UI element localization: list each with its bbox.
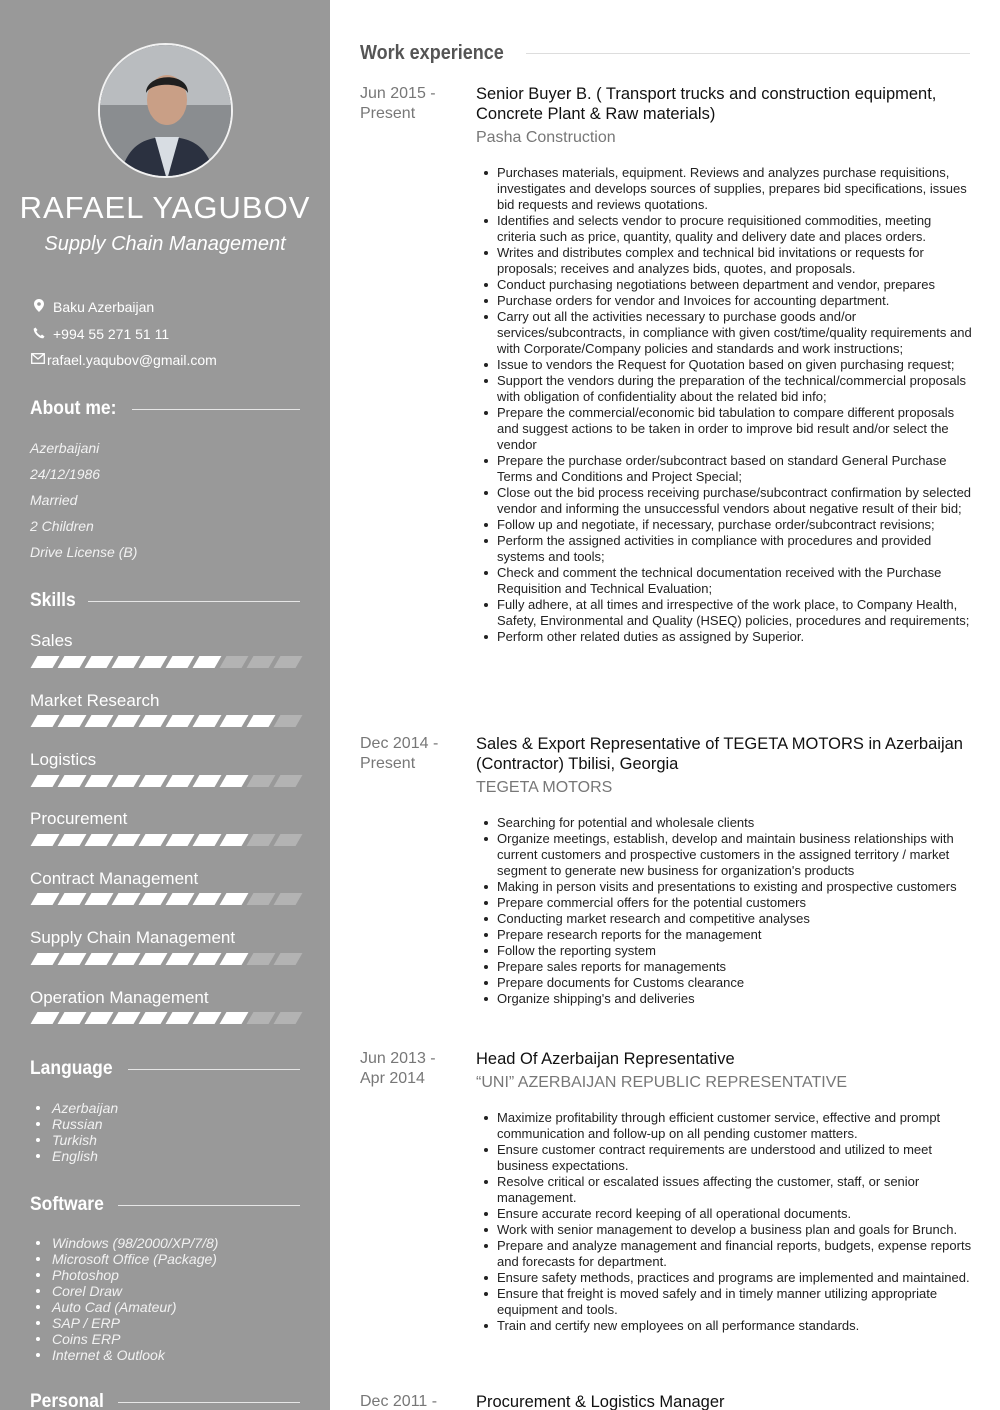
software-item: Windows (98/2000/XP/7/8) (52, 1235, 219, 1251)
job-date-end: Apr 2014 (360, 1070, 425, 1087)
skill-segment (112, 893, 141, 905)
skill-segment (31, 656, 60, 668)
software-heading: Software (30, 1194, 300, 1216)
language-item: Turkish (52, 1132, 118, 1148)
duty-item: Prepare sales reports for managements (497, 959, 972, 975)
software-item: SAP / ERP (52, 1315, 218, 1331)
skill-segment (31, 775, 60, 787)
skill-segment (85, 715, 114, 727)
contact-email (30, 352, 217, 368)
skill-segment (58, 715, 87, 727)
skill-segment (58, 656, 87, 668)
job-date-start: Jun 2015 - (360, 85, 436, 102)
skill-bar (30, 834, 300, 846)
duty-item: Carry out all the activities necessary to purchase goods and/or services/subcontracts, in compliance with given cost/time/quality requirements and with Corporate/Company policies and standards and work instructions; (497, 309, 972, 356)
about-children: 2 Children (30, 518, 94, 534)
software-item: Corel Draw (52, 1283, 218, 1299)
skill-segment (220, 893, 249, 905)
skill-segment (247, 953, 276, 965)
duty-item: Support the vendors during the preparation of the technical/commercial proposals with obligation of confidentiality about the related bid info; (497, 373, 972, 405)
skill-name: Market Research (30, 691, 160, 710)
location-text: Baku Azerbaijan (53, 299, 155, 315)
duty-item: Resolve critical or escalated issues affecting the customer, staff, or senior management. (497, 1174, 972, 1206)
duty-item: Prepare and analyze management and financial reports, budgets, expense reports and forecasts for department. (497, 1238, 972, 1269)
email-text[interactable]: rafael.yaqubov@gmail.com (47, 352, 217, 368)
skill-segment (220, 715, 249, 727)
skill-segment (58, 775, 87, 787)
skill-segment (274, 715, 303, 727)
job-date-start: Jun 2013 - (360, 1050, 436, 1067)
skill-segment (85, 1012, 114, 1024)
skill-segment (247, 834, 276, 846)
software-list (52, 1235, 218, 1363)
avatar (98, 43, 233, 178)
duty-item: Fully adhere, at all times and irrespective of the work place, to Company Health, Safety, Environmental and Quality (HSEQ) policies, procedures and requirements; (497, 597, 972, 629)
job-date-start: Dec 2014 - (360, 735, 439, 752)
skill-segment (139, 834, 168, 846)
skill-segment (139, 1012, 168, 1024)
candidate-title: Supply Chain Management (44, 233, 286, 255)
job-date (360, 1049, 470, 1089)
skill-segment (112, 834, 141, 846)
skill-segment (112, 953, 141, 965)
duty-item: Prepare the purchase order/subcontract based on standard General Purchase Terms and Conditions and Project Special; (497, 453, 972, 485)
duty-item: Issue to vendors the Request for Quotation based on given purchasing request; (497, 357, 972, 373)
skill-segment (58, 1012, 87, 1024)
skill-segment (220, 1012, 249, 1024)
duty-item: Train and certify new employees on all performance standards. (497, 1318, 972, 1334)
skill-segment (58, 893, 87, 905)
skill-name: Supply Chain Management (30, 928, 236, 947)
skill-segment (274, 953, 303, 965)
job-company: TEGETA MOTORS (476, 779, 613, 796)
language-item: Azerbaijan (52, 1100, 119, 1116)
skill-segment (85, 834, 114, 846)
job-date (360, 734, 470, 774)
skill-segment (112, 715, 141, 727)
about-marital-status: Married (30, 492, 78, 508)
skill-segment (247, 656, 276, 668)
skill-segment (274, 656, 303, 668)
about-nationality: Azerbaijani (30, 440, 100, 456)
duty-item: Work with senior management to develop a business plan and goals for Brunch. (497, 1222, 972, 1238)
contact-phone (30, 326, 169, 342)
duty-item: Prepare commercial offers for the potential customers (497, 895, 972, 911)
skill-segment (274, 775, 303, 787)
duty-item: Conducting market research and competitive analyses (497, 911, 972, 927)
job-company: Pasha Construction (476, 129, 616, 146)
skill-segment (85, 656, 114, 668)
skill-segment (112, 775, 141, 787)
skill-segment (247, 715, 276, 727)
skill-segment (193, 834, 222, 846)
language-item: Russian (52, 1116, 118, 1132)
duty-item: Organize shipping's and deliveries (497, 991, 972, 1007)
skill-bar (30, 953, 300, 965)
duty-item: Ensure safety methods, practices and programs are implemented and maintained. (497, 1270, 972, 1286)
skill-segment (112, 656, 141, 668)
software-item: Photoshop (52, 1267, 218, 1283)
duty-item: Purchase orders for vendor and Invoices for accounting department. (497, 293, 972, 309)
duty-item: Writes and distributes complex and technical bid invitations or requests for proposals; receives and analyzes bids, quotes, and proposals. (497, 245, 972, 277)
software-item: Auto Cad (Amateur) (52, 1299, 218, 1315)
skill-segment (85, 775, 114, 787)
duty-item: Searching for potential and wholesale clients (497, 815, 972, 831)
job-date-end: Present (360, 755, 416, 772)
language-list (52, 1100, 118, 1164)
skill-segment (166, 1012, 195, 1024)
profile-photo (100, 45, 233, 178)
skills-heading: Skills (30, 590, 300, 612)
duty-item: Check and comment the technical documentation received with the Purchase Requisition and Technical Evaluation; (497, 565, 972, 597)
skill-segment (85, 893, 114, 905)
skill-segment (220, 656, 249, 668)
skill-segment (220, 775, 249, 787)
skill-name: Contract Management (30, 869, 199, 888)
contact-location (30, 299, 154, 315)
candidate-name: RAFAEL YAGUBOV (19, 190, 311, 225)
duty-item: Ensure that freight is moved safely and in timely manner utilizing appropriate equipment and tools. (497, 1286, 972, 1318)
duty-item: Follow the reporting system (497, 943, 972, 959)
skill-segment (31, 893, 60, 905)
job-date (360, 84, 470, 124)
skill-name: Logistics (30, 750, 97, 769)
sidebar (0, 0, 330, 1410)
job-date-end: Present (360, 105, 416, 122)
skill-segment (139, 715, 168, 727)
duty-item: Close out the bid process receiving purchase/subcontract confirmation by selected vendor and informing the unsuccessful vendors about negative result of their bid; (497, 485, 972, 516)
skill-bar (30, 656, 300, 668)
skill-segment (193, 715, 222, 727)
duty-item: Identifies and selects vendor to procure requisitioned commodities, meeting criteria such as price, quantity, quality and delivery date and places orders. (497, 213, 972, 245)
software-item: Internet & Outlook (52, 1347, 218, 1363)
skill-segment (166, 953, 195, 965)
software-item: Microsoft Office (Package) (52, 1251, 217, 1267)
work-experience-heading: Work experience (360, 42, 970, 65)
skill-segment (31, 953, 60, 965)
duty-item: Prepare research reports for the management (497, 927, 972, 943)
skill-segment (193, 1012, 222, 1024)
duty-item: Purchases materials, equipment. Reviews and analyzes purchase requisitions, investigates and develops sources of supplies, prepares bid specifications, issues bid requests and reviews quotations. (497, 165, 972, 213)
about-birthdate: 24/12/1986 (30, 466, 101, 482)
skill-segment (31, 715, 60, 727)
skill-name: Sales (30, 631, 73, 650)
skill-segment (193, 775, 222, 787)
skill-segment (193, 893, 222, 905)
job-title: Procurement & Logistics Manager (476, 1393, 725, 1410)
skill-segment (220, 834, 249, 846)
skill-segment (193, 656, 222, 668)
duty-item: Prepare documents for Customs clearance (497, 975, 972, 991)
skill-segment (139, 953, 168, 965)
skill-bar (30, 893, 300, 905)
skill-name: Procurement (30, 809, 128, 828)
skill-segment (247, 1012, 276, 1024)
skill-segment (274, 1012, 303, 1024)
skill-segment (58, 834, 87, 846)
skill-segment (166, 715, 195, 727)
duty-item: Organize meetings, establish, develop and maintain business relationships with current customers and prospective customers in the assigned territory / market segment to generate new business for organization's products (497, 831, 972, 879)
duty-item: Perform the assigned activities in compliance with procedures and provided systems and tools; (497, 533, 972, 565)
duty-item: Ensure accurate record keeping of all operational documents. (497, 1206, 972, 1222)
duty-item: Perform other related duties as assigned by Superior. (497, 629, 972, 645)
language-item: English (52, 1148, 118, 1164)
job-duties (497, 165, 972, 645)
phone-icon (30, 327, 47, 342)
map-marker-icon (30, 299, 47, 315)
language-heading: Language (30, 1058, 300, 1080)
skill-segment (139, 775, 168, 787)
skill-segment (193, 953, 222, 965)
job-duties (497, 815, 972, 1007)
skill-name: Operation Management (30, 988, 209, 1007)
about-heading: About me: (30, 398, 300, 420)
personal-heading: Personal (30, 1391, 300, 1410)
duty-item: Making in person visits and presentations to existing and prospective customers (497, 879, 972, 895)
skill-segment (166, 834, 195, 846)
skill-bar (30, 775, 300, 787)
skill-segment (247, 775, 276, 787)
skill-segment (247, 893, 276, 905)
skill-segment (139, 656, 168, 668)
about-license: Drive License (B) (30, 544, 138, 560)
skill-bar (30, 715, 300, 727)
skill-segment (166, 656, 195, 668)
duty-item: Prepare the commercial/economic bid tabulation to compare different proposals and suggest actions to be taken in order to improve bid result and/or select the vendor (497, 405, 972, 453)
skill-segment (139, 893, 168, 905)
job-title: Sales & Export Representative of TEGETA MOTORS in Azerbaijan (Contractor) Tbilisi, Georgia (476, 735, 963, 773)
job-date-start: Dec 2011 - (360, 1393, 438, 1410)
skill-segment (31, 834, 60, 846)
skill-segment (31, 1012, 60, 1024)
skill-segment (274, 893, 303, 905)
phone-text[interactable]: +994 55 271 51 11 (53, 326, 170, 342)
duty-item: Ensure customer contract requirements are understood and utilized to meet business expectations. (497, 1142, 972, 1174)
envelope-icon (30, 353, 45, 367)
job-date (360, 1392, 470, 1410)
job-title: Head Of Azerbaijan Representative (476, 1050, 735, 1068)
skill-bar (30, 1012, 300, 1024)
job-company: “UNI” AZERBAIJAN REPUBLIC REPRESENTATIVE (476, 1074, 848, 1091)
skill-segment (112, 1012, 141, 1024)
software-item: Coins ERP (52, 1331, 218, 1347)
duty-item: Follow up and negotiate, if necessary, purchase order/subcontract revisions; (497, 517, 972, 533)
duty-item: Conduct purchasing negotiations between department and vendor, prepares (497, 277, 972, 293)
job-title: Senior Buyer B. ( Transport trucks and construction equipment, Concrete Plant & Raw materials) (476, 85, 937, 123)
skill-segment (166, 775, 195, 787)
job-duties (497, 1110, 972, 1334)
duty-item: Maximize profitability through efficient customer service, effective and prompt communication and follow-up on all pending customer matters. (497, 1110, 972, 1142)
skill-segment (166, 893, 195, 905)
skill-segment (85, 953, 114, 965)
skill-segment (220, 953, 249, 965)
skill-segment (274, 834, 303, 846)
skill-segment (58, 953, 87, 965)
